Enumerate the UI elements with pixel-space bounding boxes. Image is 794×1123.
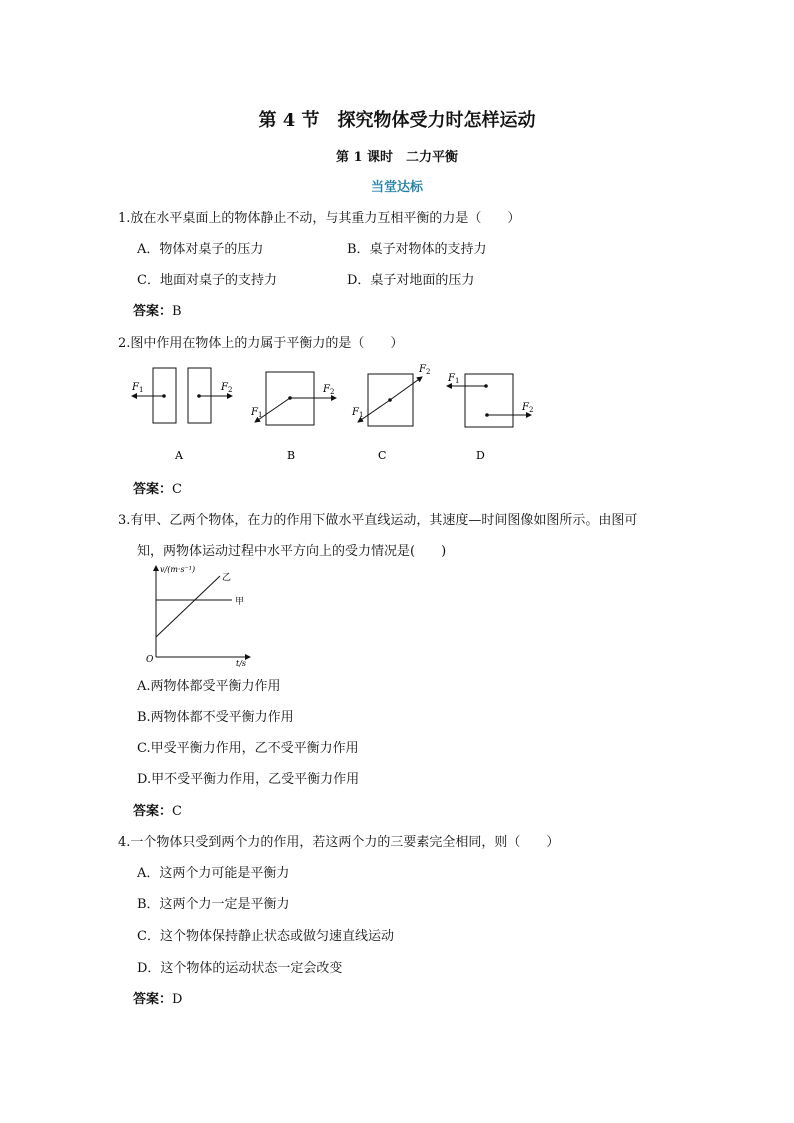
q2-force-figure — [120, 360, 560, 470]
q1-option-c: C．地面对桌子的支持力 — [137, 273, 277, 288]
q4-option-b: B．这两个力一定是平衡力 — [137, 897, 290, 912]
answer-value: B — [172, 304, 182, 319]
q3-origin-label: O — [146, 655, 154, 665]
q1-answer — [133, 300, 182, 319]
q2-label-d: D — [476, 449, 485, 462]
q2-c-f2-label: $F_2$ — [419, 364, 431, 376]
q3-option-b: B.两物体都不受平衡力作用 — [137, 710, 294, 725]
q3-line-yi — [156, 576, 220, 637]
answer-value: C — [172, 804, 182, 819]
q1-option-d: D．桌子对地面的压力 — [347, 273, 475, 288]
q4-option-d: D．这个物体的运动状态一定会改变 — [137, 961, 343, 976]
q2-a-f2-label: $F_2$ — [221, 382, 233, 394]
q4-stem: 4.一个物体只受到两个力的作用，若这两个力的三要素完全相同，则（ ） — [118, 835, 560, 850]
q3-option-a: A.两物体都受平衡力作用 — [137, 679, 281, 694]
answer-label: 答案： — [133, 304, 173, 319]
q2-b-f1-label: $F_1$ — [251, 407, 263, 419]
answer-label: 答案： — [133, 482, 173, 497]
q3-velocity-time-graph — [140, 560, 270, 668]
q2-diagram-d — [447, 373, 533, 462]
answer-label: 答案： — [133, 804, 173, 819]
q3-x-axis-label: t/s — [236, 659, 247, 668]
q2-answer — [133, 478, 182, 497]
q2-diagram-b — [250, 372, 336, 462]
page-title: 第 4 节 探究物体受力时怎样运动 — [258, 110, 536, 131]
q4-option-a: A．这两个力可能是平衡力 — [137, 866, 290, 881]
q1-option-a: A．物体对桌子的压力 — [137, 242, 264, 257]
q3-option-c: C.甲受平衡力作用，乙不受平衡力作用 — [137, 741, 359, 756]
q3-stem-line1: 3.有甲、乙两个物体，在力的作用下做水平直线运动，其速度—时间图像如图所示。由图可 — [118, 513, 638, 528]
answer-label: 答案： — [133, 992, 173, 1007]
q2-diagram-a — [131, 368, 232, 462]
q2-a-f1-label: $F_1$ — [132, 382, 144, 394]
answer-value: C — [172, 482, 182, 497]
q2-label-b: B — [287, 449, 296, 462]
q3-label-jia: 甲 — [235, 597, 245, 607]
q3-stem-line2: 知，两物体运动过程中水平方向上的受力情况是( ) — [137, 544, 447, 559]
q1-stem: 1.放在水平桌面上的物体静止不动，与其重力互相平衡的力是（ ） — [118, 211, 521, 226]
q2-d-f1-label: $F_1$ — [448, 373, 460, 385]
q1-option-b: B．桌子对物体的支持力 — [347, 242, 487, 257]
q3-label-yi: 乙 — [222, 573, 232, 583]
q2-label-c: C — [378, 449, 387, 462]
q2-stem: 2.图中作用在物体上的力属于平衡力的是（ ） — [118, 336, 404, 351]
answer-value: D — [172, 992, 183, 1007]
lesson-subtitle: 第 1 课时 二力平衡 — [335, 150, 459, 165]
q2-b-f2-label: $F_2$ — [323, 384, 335, 396]
q2-label-a: A — [175, 449, 183, 462]
q2-d-f2-label: $F_2$ — [522, 402, 534, 414]
q4-option-c: C．这个物体保持静止状态或做匀速直线运动 — [137, 929, 394, 944]
q2-c-f1-label: $F_1$ — [352, 407, 364, 419]
q2-diagram-c — [351, 364, 430, 462]
q4-answer — [133, 988, 182, 1007]
q3-option-d: D.甲不受平衡力作用，乙受平衡力作用 — [137, 772, 360, 787]
q3-answer — [133, 800, 182, 819]
q3-y-axis-label: v/(m·s⁻¹) — [160, 565, 196, 574]
section-heading: 当堂达标 — [370, 180, 423, 195]
